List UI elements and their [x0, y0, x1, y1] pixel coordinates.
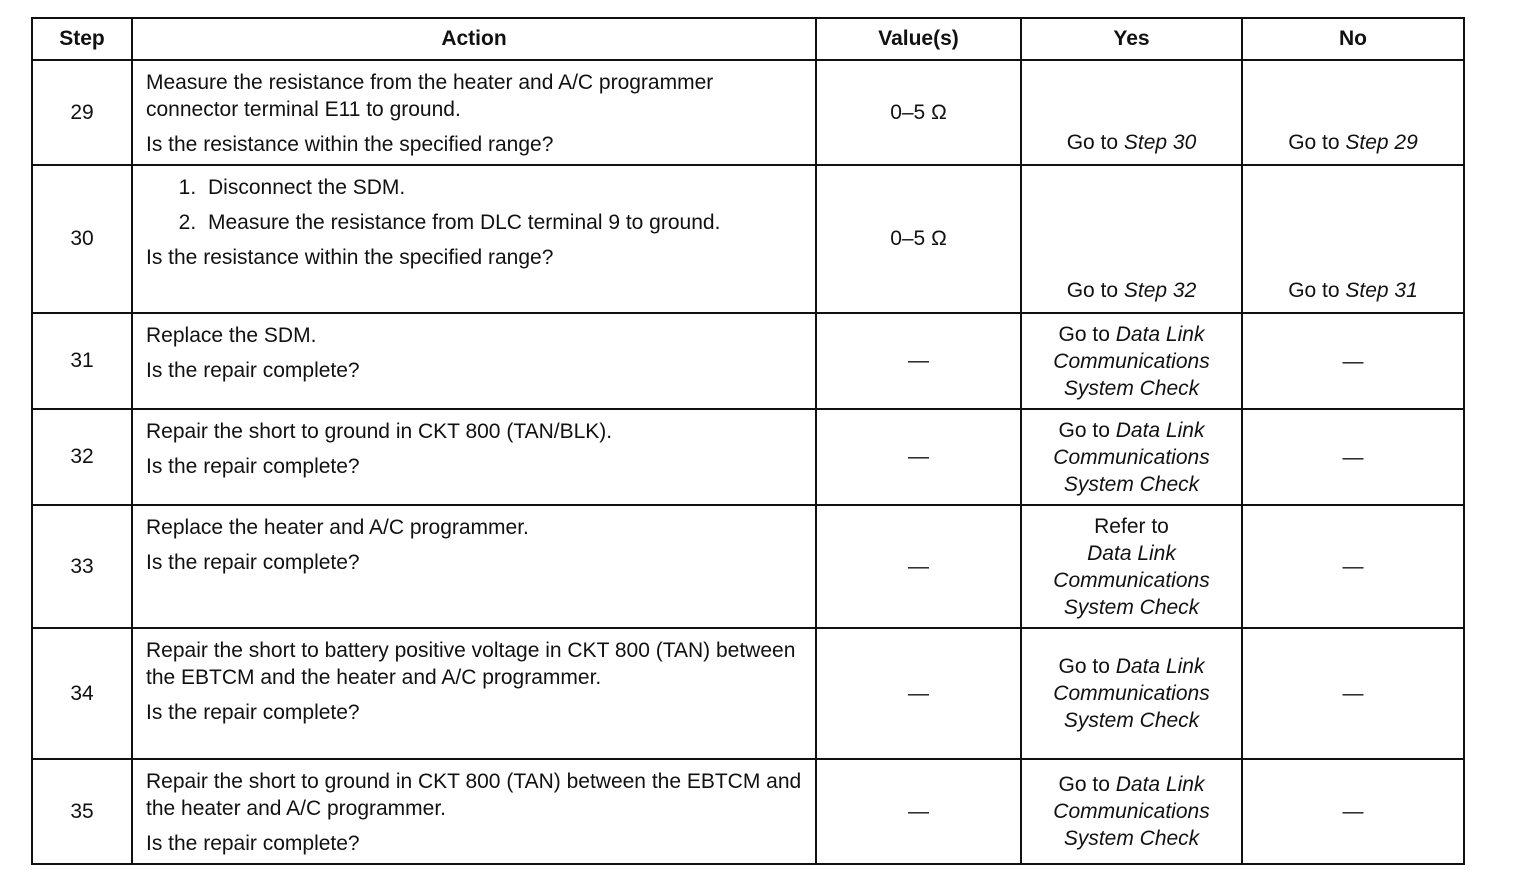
- diagnostic-table: [31, 17, 1465, 865]
- action-text: Replace the heater and A/C programmer.: [146, 516, 529, 539]
- no-step-ref[interactable]: Step 31: [1345, 279, 1418, 302]
- value-cell: 0–5 Ω: [816, 165, 1021, 313]
- header-yes: Yes: [1021, 18, 1242, 60]
- step-number: 34: [32, 628, 132, 759]
- no-cell: [1242, 60, 1464, 165]
- no-step-ref[interactable]: Step 29: [1345, 131, 1418, 154]
- no-cell: —: [1242, 313, 1464, 409]
- yes-check-ref[interactable]: Data Link Communications System Check: [1053, 541, 1210, 619]
- value-cell: —: [816, 505, 1021, 628]
- action-question: Is the repair complete?: [146, 455, 360, 478]
- table-row: [32, 165, 1464, 313]
- yes-cell: [1021, 628, 1242, 759]
- action-text: Repair the short to ground in CKT 800 (TAN/BLK).: [146, 420, 613, 443]
- table-row: [32, 409, 1464, 505]
- yes-cell: [1021, 165, 1242, 313]
- step-number: 32: [32, 409, 132, 505]
- action-question: Is the resistance within the specified range?: [146, 133, 554, 156]
- action-cell: [132, 60, 816, 165]
- table-row: [32, 628, 1464, 759]
- header-step: Step: [32, 18, 132, 60]
- yes-prefix: Go to: [1058, 655, 1116, 678]
- yes-cell: [1021, 505, 1242, 628]
- yes-check-ref[interactable]: Data Link Communications System Check: [1053, 655, 1210, 732]
- header-no: No: [1242, 18, 1464, 60]
- step-number: 30: [32, 165, 132, 313]
- yes-step-ref[interactable]: Step 32: [1123, 279, 1197, 302]
- yes-check-ref[interactable]: Data Link Communications System Check: [1053, 322, 1210, 400]
- action-question: Is the repair complete?: [146, 832, 360, 855]
- step-number: 33: [32, 505, 132, 628]
- yes-prefix: Go to: [1058, 773, 1116, 796]
- value-cell: —: [816, 409, 1021, 505]
- yes-check-ref[interactable]: Data Link Communications System Check: [1053, 773, 1210, 850]
- yes-prefix: Refer to: [1094, 514, 1169, 538]
- action-question: Is the resistance within the specified range?: [146, 246, 554, 269]
- value-cell: —: [816, 628, 1021, 759]
- action-cell: [132, 165, 816, 313]
- table-row: [32, 60, 1464, 165]
- step-number: 31: [32, 313, 132, 409]
- yes-cell: [1021, 313, 1242, 409]
- yes-cell: [1021, 759, 1242, 864]
- action-cell: [132, 313, 816, 409]
- value-cell: 0–5 Ω: [816, 60, 1021, 165]
- action-cell: [132, 505, 816, 628]
- header-action: Action: [132, 18, 816, 60]
- no-prefix: Go to: [1288, 131, 1346, 154]
- action-question: Is the repair complete?: [146, 701, 360, 724]
- no-cell: [1242, 165, 1464, 313]
- yes-prefix: Go to: [1066, 131, 1124, 154]
- header-row: [32, 18, 1464, 60]
- step-number: 35: [32, 759, 132, 864]
- no-cell: —: [1242, 628, 1464, 759]
- yes-cell: [1021, 60, 1242, 165]
- table-row: [32, 759, 1464, 864]
- value-cell: —: [816, 759, 1021, 864]
- table-row: [32, 313, 1464, 409]
- action-question: Is the repair complete?: [146, 359, 360, 382]
- no-cell: —: [1242, 505, 1464, 628]
- action-text: Measure the resistance from the heater and A/C programmer connector terminal E11 to ground.: [146, 71, 714, 121]
- action-cell: [132, 759, 816, 864]
- list-item: 2. Measure the resistance from DLC terminal 9 to ground.: [202, 209, 805, 236]
- no-cell: —: [1242, 759, 1464, 864]
- yes-prefix: Go to: [1058, 322, 1116, 346]
- action-question: Is the repair complete?: [146, 551, 360, 574]
- action-steps-list: [146, 174, 805, 236]
- action-cell: [132, 409, 816, 505]
- action-text: Repair the short to ground in CKT 800 (TAN) between the EBTCM and the heater and A/C programmer.: [146, 770, 802, 820]
- action-cell: [132, 628, 816, 759]
- yes-prefix: Go to: [1058, 418, 1116, 442]
- table-row: [32, 505, 1464, 628]
- header-values: Value(s): [816, 18, 1021, 60]
- yes-cell: [1021, 409, 1242, 505]
- action-text: Repair the short to battery positive voltage in CKT 800 (TAN) between the EBTCM and the heater and A/C programmer.: [146, 639, 796, 689]
- value-cell: —: [816, 313, 1021, 409]
- no-prefix: Go to: [1288, 279, 1346, 302]
- list-item: 1. Disconnect the SDM.: [202, 174, 805, 201]
- yes-check-ref[interactable]: Data Link Communications System Check: [1053, 418, 1210, 496]
- action-text: Replace the SDM.: [146, 324, 317, 347]
- no-cell: —: [1242, 409, 1464, 505]
- step-number: 29: [32, 60, 132, 165]
- yes-prefix: Go to: [1066, 279, 1124, 302]
- yes-step-ref[interactable]: Step 30: [1123, 131, 1197, 154]
